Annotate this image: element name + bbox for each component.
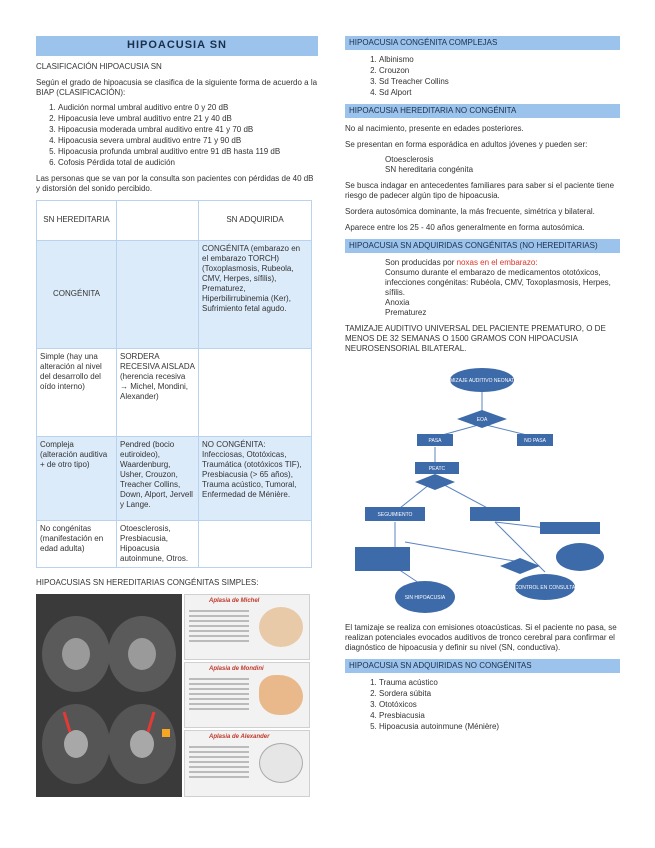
hereditary-types <box>345 155 620 175</box>
grade-item: 3. Hipoacusia moderada umbral auditivo entre 41 y 70 dB <box>58 125 318 135</box>
panel-title: Aplasia de Mondini <box>209 666 264 673</box>
list-item: 4. Sd Alport <box>379 88 620 98</box>
table-cell <box>199 520 312 567</box>
list-item: Prematurez <box>385 308 427 317</box>
table-cell: CONGÉNITA (embarazo en el embarazo TORCH) (Toxoplasmosis, Rubeola, CMV, Herpes, sífilis), Prematurez, Hiperbilirrubinemia (Ker), Sufrimiento fetal agudo. <box>199 240 312 348</box>
table-cell: Compleja (alteración auditiva + de otro tipo) <box>37 436 117 520</box>
flow-label: SIN HIPOACUSIA <box>404 595 446 601</box>
classification-heading: CLASIFICACIÓN HIPOACUSIA SN <box>36 61 162 71</box>
table-cell: Otoesclerosis, Presbiacusia, Hipoacusia autoinmune, Otros. <box>117 520 199 567</box>
hereditary-paragraph: Se busca indagar en antecedentes familiares para saber si el paciente tiene riesgo de padecer algún tipo de hipoacusia. <box>345 181 615 200</box>
acquired-red-text: noxas en el embarazo: <box>456 258 538 267</box>
classification-table <box>36 200 312 568</box>
grade-list <box>36 103 318 168</box>
grade-item: 6. Cofosis Pérdida total de audición <box>58 158 318 168</box>
table-cell: CONGÉNITA <box>37 240 117 348</box>
ear-illustration <box>259 607 303 647</box>
hereditary-paragraph: Aparece entre los 25 - 40 años generalmente en forma autosómica. <box>345 223 585 232</box>
table-header-empty <box>117 200 199 240</box>
flowchart-text: El tamizaje se realiza con emisiones otoacústicas. Si el paciente no pasa, se realizan potenciales evocados auditivos de tronco cerebral para confirmar el diagnóstico de hipoacusia y definir su nivel (SN, conductiva). <box>345 623 617 652</box>
panel-alexander <box>184 730 310 796</box>
acquired-noncongenital-heading: HIPOACUSIA SN ADQUIRIDAS NO CONGÉNITAS <box>345 659 620 673</box>
ct-scan-image <box>36 594 182 797</box>
hereditary-paragraph: Sordera autosómica dominante, la más frecuente, simétrica y bilateral. <box>345 207 595 216</box>
list-item: SN hereditaria congénita <box>385 165 474 174</box>
table-cell: Pendred (bocio eutiroideo), Waardenburg, Usher, Crouzon, Treacher Collins, Down, Alport, Jervell y Lange. <box>117 436 199 520</box>
acquired-list <box>345 258 620 318</box>
table-cell <box>199 348 312 436</box>
flow-label: NO PASA <box>524 438 546 444</box>
cochlea-illustration <box>259 675 303 715</box>
inner-ear-figure <box>36 594 310 797</box>
table-cell <box>117 240 199 348</box>
list-item: Otoesclerosis <box>385 155 434 164</box>
screening-flowchart <box>345 362 620 617</box>
aplasia-panels <box>182 594 310 797</box>
flow-node <box>470 507 520 521</box>
flow-label: EOA <box>476 417 488 423</box>
list-item: Consumo durante el embarazo de medicamentos ototóxicos, infecciones congénitas: Rubéola, CMV, Toxoplasmosis, Herpes, sífilis. <box>385 268 611 297</box>
ear-illustration <box>259 743 303 783</box>
left-column <box>36 36 318 797</box>
panel-title: Aplasia de Alexander <box>209 734 270 741</box>
table-header-acquired: SN ADQUIRIDA <box>199 200 312 240</box>
screening-note: TAMIZAJE AUDITIVO UNIVERSAL DEL PACIENTE PREMATURO, O DE MENOS DE 32 SEMANAS O 1500 GRAMOS CON HIPOACUSIA NEUROSENSORIAL BILATERAL. <box>345 324 606 353</box>
list-item: 1. Trauma acústico <box>379 678 620 688</box>
list-item: 3. Ototóxicos <box>379 700 620 710</box>
flow-node <box>355 547 410 571</box>
table-cell: Simple (hay una alteración al nivel del desarrollo del oído interno) <box>37 348 117 436</box>
grade-item: 5. Hipoacusia profunda umbral auditivo entre 91 dB hasta 119 dB <box>58 147 318 157</box>
noncongenital-list <box>345 678 620 732</box>
flow-label: TAMIZAJE AUDITIVO NEONATAL <box>443 378 521 384</box>
panel-mondini <box>184 662 310 728</box>
flow-label: SEGUIMIENTO <box>377 512 413 518</box>
flow-node <box>556 543 604 571</box>
flow-label: PASA <box>428 438 442 444</box>
hereditary-intro: No al nacimiento, presente en edades posteriores. <box>345 124 524 133</box>
flow-label: CONTROL EN CONSULTA <box>514 585 576 591</box>
table-cell: NO CONGÉNITA: Infecciosas, Ototóxicas, Traumática (ototóxicos TIF), Presbiacusia (> 65 años), Trauma acústico, Tumoral, Enfermedad de Ménière. <box>199 436 312 520</box>
table-cell: SORDERA RECESIVA AISLADA (herencia recesiva → Michel, Mondini, Alexander) <box>117 348 199 436</box>
grade-item: 2. Hipoacusia leve umbral auditivo entre 21 y 40 dB <box>58 114 318 124</box>
table-cell: No congénitas (manifestación en edad adulta) <box>37 520 117 567</box>
right-column <box>345 36 620 732</box>
list-item: 2. Sordera súbita <box>379 689 620 699</box>
page-title: HIPOACUSIA SN <box>36 36 318 56</box>
figure-caption: HIPOACUSIAS SN HEREDITARIAS CONGÉNITAS SIMPLES: <box>36 577 259 587</box>
hereditary-heading: HIPOACUSIA HEREDITARIA NO CONGÉNITA <box>345 104 620 118</box>
list-item: 5. Hipoacusia autoinmune (Ménière) <box>379 722 620 732</box>
complex-heading: HIPOACUSIA CONGÉNITA COMPLEJAS <box>345 36 620 50</box>
grade-item: 1. Audición normal umbral auditivo entre 0 y 20 dB <box>58 103 318 113</box>
acquired-congenital-heading: HIPOACUSIA SN ADQUIRIDAS CONGÉNITAS (NO HEREDITARIAS) <box>345 239 620 253</box>
list-item: 4. Presbiacusia <box>379 711 620 721</box>
list-item: 1. Albinismo <box>379 55 620 65</box>
flow-node <box>540 522 600 534</box>
complex-list <box>345 55 620 98</box>
list-item: Anoxia <box>385 298 410 307</box>
acquired-lead: Son producidas por <box>385 258 457 267</box>
table-header-hereditary: SN HEREDITARIA <box>37 200 117 240</box>
flow-label: PEATC <box>428 466 446 472</box>
list-item: 2. Crouzon <box>379 66 620 76</box>
panel-title: Aplasia de Michel <box>209 597 260 604</box>
grade-item: 4. Hipoacusia severa umbral auditivo entre 71 y 90 dB <box>58 136 318 146</box>
classification-note: Las personas que se van por la consulta son pacientes con pérdidas de 40 dB y distorsión del sonido percibido. <box>36 173 314 193</box>
hereditary-note: Se presentan en forma esporádica en adultos jóvenes y pueden ser: <box>345 140 588 149</box>
list-item: 3. Sd Treacher Collins <box>379 77 620 87</box>
classification-intro: Según el grado de hipoacusia se clasifica de la siguiente forma de acuerdo a la BIAP (CLASIFICACIÓN): <box>36 77 318 97</box>
panel-michel <box>184 594 310 660</box>
